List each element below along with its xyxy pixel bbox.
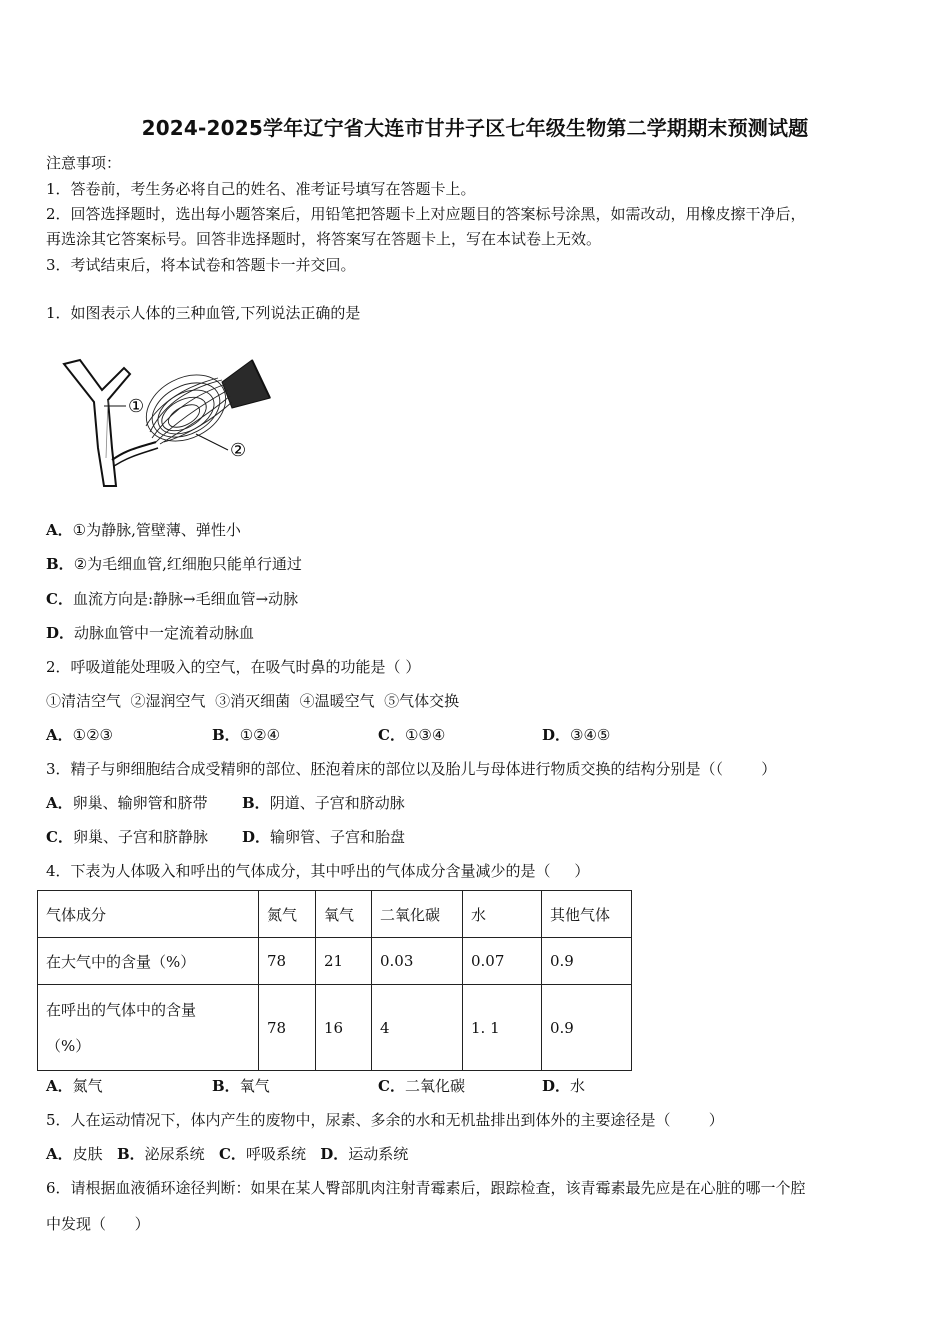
table-header-cell: 二氧化碳 — [372, 891, 463, 938]
gas-composition-table — [37, 890, 632, 1071]
notice-item: 再选涂其它答案标号。回答非选择题时，将答案写在答题卡上，写在本试卷上无效。 — [46, 230, 602, 248]
q2-stem: 2．呼吸道能处理吸入的空气，在吸气时鼻的功能是（ ） — [46, 658, 421, 676]
notice-item: 1．答卷前，考生务必将自己的姓名、准考证号填写在答题卡上。 — [46, 180, 476, 198]
q3-option-c: C．卵巢、子宫和脐静脉 — [46, 828, 208, 846]
q4-option-d: D．水 — [542, 1077, 586, 1095]
q2-option-a: A．①②③ — [46, 726, 113, 744]
notice-item: 3．考试结束后，将本试卷和答题卡一并交回。 — [46, 256, 356, 274]
blood-vessel-figure — [46, 338, 280, 498]
table-cell: 16 — [316, 985, 372, 1071]
table-header-cell: 氧气 — [316, 891, 372, 938]
q1-stem: 1．如图表示人体的三种血管,下列说法正确的是 — [46, 304, 361, 322]
q1-option-c: C．血流方向是:静脉→毛细血管→动脉 — [46, 590, 299, 608]
table-cell: 0.03 — [372, 938, 463, 985]
q2-option-d: D．③④⑤ — [542, 726, 611, 744]
q3-stem: 3．精子与卵细胞结合成受精卵的部位、胚泡着床的部位以及胎儿与母体进行物质交换的结构分别是（（ ） — [46, 760, 777, 778]
q4-stem: 4．下表为人体吸入和呼出的气体成分，其中呼出的气体成分含量减少的是（ ） — [46, 862, 590, 880]
table-cell: 21 — [316, 938, 372, 985]
notice-item: 2．回答选择题时，选出每小题答案后，用铅笔把答题卡上对应题目的答案标号涂黑，如需改动，用橡皮擦干净后， — [46, 205, 806, 223]
table-cell: 在呼出的气体中的含量 （%） — [38, 985, 259, 1071]
q5-options: A．皮肤 B．泌尿系统 C．呼吸系统 D．运动系统 — [46, 1145, 409, 1163]
table-header-cell: 水 — [463, 891, 542, 938]
q5-stem: 5．人在运动情况下，体内产生的废物中，尿素、多余的水和无机盐排出到体外的主要途径是（ ） — [46, 1111, 724, 1129]
q2-option-c: C．①③④ — [378, 726, 446, 744]
table-cell: 0.07 — [463, 938, 542, 985]
q1-option-b: B．②为毛细血管,红细胞只能单行通过 — [46, 555, 302, 573]
q2-choices: ①清洁空气 ②湿润空气 ③消灭细菌 ④温暖空气 ⑤气体交换 — [46, 692, 460, 710]
q4-option-b: B．氧气 — [212, 1077, 270, 1095]
table-cell: 4 — [372, 985, 463, 1071]
q6-stem-line1: 6．请根据血液循环途径判断：如果在某人臀部肌肉注射青霉素后，跟踪检查，该青霉素最先应是在心脏的哪一个腔 — [46, 1179, 806, 1197]
q3-option-a: A．卵巢、输卵管和脐带 — [46, 794, 208, 812]
q2-option-b: B．①②④ — [212, 726, 281, 744]
table-header-row — [38, 891, 632, 938]
table-cell: 0.9 — [542, 985, 632, 1071]
q3-option-b: B．阴道、子宫和脐动脉 — [242, 794, 405, 812]
q6-stem-line2: 中发现（ ） — [46, 1215, 150, 1233]
table-cell: 78 — [259, 985, 316, 1071]
table-header-cell: 氮气 — [259, 891, 316, 938]
q4-option-a: A．氮气 — [46, 1077, 103, 1095]
table-row — [38, 985, 632, 1071]
table-cell: 在大气中的含量（%） — [38, 938, 259, 985]
table-cell: 0.9 — [542, 938, 632, 985]
table-header-cell: 其他气体 — [542, 891, 632, 938]
table-header-cell: 气体成分 — [38, 891, 259, 938]
table-cell: 78 — [259, 938, 316, 985]
q4-option-c: C．二氧化碳 — [378, 1077, 465, 1095]
q1-option-a: A．①为静脉,管壁薄、弹性小 — [46, 521, 241, 539]
capillary-network — [135, 362, 237, 454]
label-1: ① — [128, 396, 145, 417]
notice-heading: 注意事项： — [46, 154, 122, 172]
q1-option-d: D．动脉血管中一定流着动脉血 — [46, 624, 255, 642]
vessel-left — [64, 360, 130, 486]
page-title: 2024-2025学年辽宁省大连市甘井子区七年级生物第二学期期末预测试题 — [141, 116, 809, 140]
table-cell: 1. 1 — [463, 985, 542, 1071]
table-row — [38, 938, 632, 985]
q3-option-d: D．输卵管、子宫和胎盘 — [242, 828, 406, 846]
label-2: ② — [230, 440, 247, 461]
